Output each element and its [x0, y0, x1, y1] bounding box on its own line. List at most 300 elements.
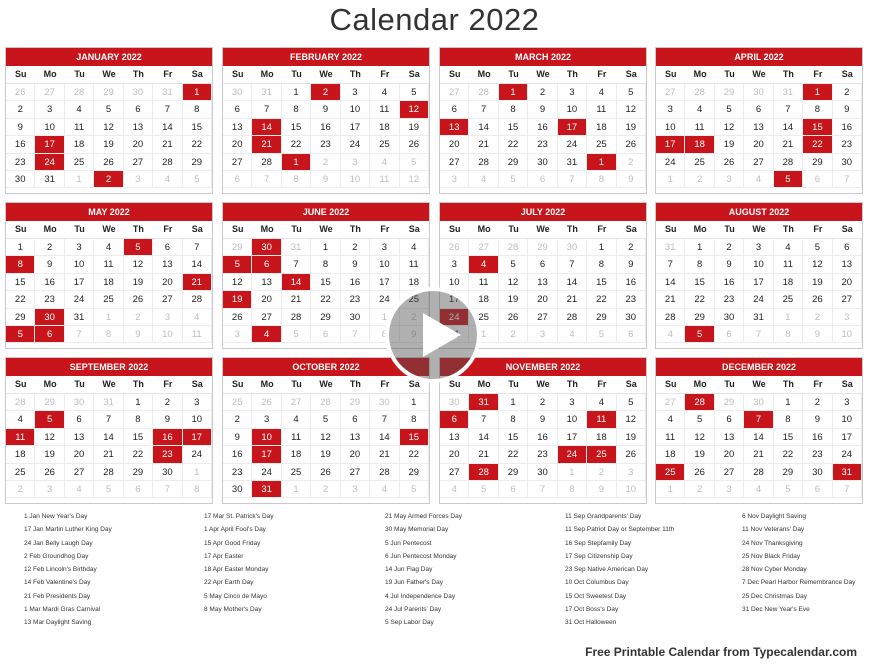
day-cell: 17: [744, 274, 773, 291]
day-cell: 8: [400, 411, 429, 428]
month-title: SEPTEMBER 2022: [6, 358, 212, 376]
day-cell: 23: [223, 464, 252, 481]
day-cell-adjacent: 5: [183, 171, 212, 188]
day-cell-holiday: 16: [153, 429, 182, 446]
day-cell: 14: [744, 429, 773, 446]
day-cell: 9: [341, 256, 370, 273]
day-cell: 13: [341, 429, 370, 446]
day-cell-holiday: 21: [183, 274, 212, 291]
day-cell: 30: [223, 481, 252, 498]
day-cell: 14: [774, 119, 803, 136]
day-cell-adjacent: 3: [124, 171, 153, 188]
weekday-header: Tu: [715, 376, 744, 394]
day-cell-adjacent: 28: [311, 394, 340, 411]
day-cell-adjacent: 1: [65, 171, 94, 188]
day-cell: 9: [528, 411, 557, 428]
day-cell-adjacent: 5: [469, 481, 498, 498]
weekday-header: Tu: [499, 376, 528, 394]
day-cell: 12: [223, 274, 252, 291]
day-cell-adjacent: 7: [833, 481, 862, 498]
day-cell-adjacent: 6: [617, 326, 646, 343]
day-cell-adjacent: 6: [223, 171, 252, 188]
month-calendar: [222, 47, 430, 194]
day-cell: 6: [440, 101, 469, 118]
weekday-header: Fr: [153, 66, 182, 84]
weekday-header: Tu: [65, 66, 94, 84]
day-cell: 10: [440, 274, 469, 291]
weekday-header: We: [94, 221, 123, 239]
day-cell: 13: [65, 429, 94, 446]
day-cell: 13: [153, 256, 182, 273]
weekday-header: We: [528, 221, 557, 239]
weekday-header: Su: [440, 66, 469, 84]
weekday-header: Mo: [35, 376, 64, 394]
day-cell-adjacent: 4: [744, 171, 773, 188]
day-cell-adjacent: 8: [282, 171, 311, 188]
holiday-item: 1 Apr April Fool's Day: [204, 526, 266, 534]
month-title: JANUARY 2022: [6, 48, 212, 66]
day-cell: 3: [558, 394, 587, 411]
day-cell-adjacent: 7: [558, 171, 587, 188]
weekday-header: Tu: [715, 221, 744, 239]
day-cell: 25: [685, 154, 714, 171]
day-cell: 10: [183, 411, 212, 428]
weekday-header: Tu: [282, 376, 311, 394]
day-cell: 17: [370, 274, 399, 291]
day-cell-adjacent: 25: [223, 394, 252, 411]
day-cell-adjacent: 1: [282, 481, 311, 498]
holiday-item: 18 Apr Easter Monday: [204, 566, 269, 574]
day-cell: 8: [124, 411, 153, 428]
holiday-list: [742, 510, 855, 616]
day-cell-adjacent: 5: [499, 171, 528, 188]
day-cell: 12: [617, 101, 646, 118]
day-cell: 21: [469, 136, 498, 153]
day-cell-adjacent: 4: [183, 309, 212, 326]
weekday-header: Fr: [803, 66, 832, 84]
day-cell: 2: [153, 394, 182, 411]
day-cell: 11: [469, 274, 498, 291]
day-cell: 3: [183, 394, 212, 411]
day-cell: 15: [311, 274, 340, 291]
day-cell: 13: [833, 256, 862, 273]
day-cell: 3: [656, 101, 685, 118]
day-cell-adjacent: 4: [153, 171, 182, 188]
day-cell: 5: [311, 411, 340, 428]
day-cell: 23: [528, 446, 557, 463]
holiday-item: 17 Jan Martin Luther King Day: [24, 526, 112, 534]
day-cell: 19: [715, 136, 744, 153]
day-cell-adjacent: 1: [774, 309, 803, 326]
day-cell: 14: [94, 429, 123, 446]
day-cell-holiday: 5: [223, 256, 252, 273]
day-cell: 7: [94, 411, 123, 428]
day-cell-holiday: 1: [183, 84, 212, 101]
weekday-header: Sa: [833, 66, 862, 84]
day-cell: 4: [587, 394, 616, 411]
day-cell: 10: [341, 101, 370, 118]
day-cell: 28: [153, 154, 182, 171]
day-cell: 1: [774, 394, 803, 411]
day-cell: 14: [183, 256, 212, 273]
day-cell: 1: [400, 394, 429, 411]
day-cell-holiday: 5: [35, 411, 64, 428]
day-cell: 5: [685, 411, 714, 428]
day-cell-holiday: 7: [744, 411, 773, 428]
day-cell-adjacent: 1: [656, 171, 685, 188]
day-cell: 24: [252, 464, 281, 481]
day-cell: 17: [558, 429, 587, 446]
day-cell: 25: [370, 136, 399, 153]
day-cell-adjacent: 4: [252, 326, 281, 343]
day-cell: 6: [153, 239, 182, 256]
day-cell: 9: [715, 256, 744, 273]
day-cell-adjacent: 10: [341, 171, 370, 188]
day-cell: 28: [282, 309, 311, 326]
day-cell-adjacent: 27: [282, 394, 311, 411]
day-cell-holiday: 25: [587, 446, 616, 463]
day-cell: 16: [341, 274, 370, 291]
day-cell: 8: [282, 101, 311, 118]
day-cell-holiday: 2: [311, 84, 340, 101]
day-cell-adjacent: 4: [370, 154, 399, 171]
day-cell-adjacent: 6: [528, 171, 557, 188]
day-cell-holiday: 1: [499, 84, 528, 101]
play-button[interactable]: [385, 287, 481, 383]
weekday-header: Sa: [400, 221, 429, 239]
day-cell: 26: [223, 309, 252, 326]
day-cell: 7: [774, 101, 803, 118]
day-cell: 16: [35, 274, 64, 291]
day-cell-adjacent: 9: [803, 326, 832, 343]
day-cell-adjacent: 3: [35, 481, 64, 498]
weekday-header: We: [528, 66, 557, 84]
day-cell-adjacent: 6: [803, 481, 832, 498]
day-cell: 25: [6, 464, 35, 481]
day-cell: 19: [124, 274, 153, 291]
day-cell: 15: [6, 274, 35, 291]
day-cell: 9: [153, 411, 182, 428]
day-cell-adjacent: 2: [685, 481, 714, 498]
day-cell: 11: [587, 101, 616, 118]
day-cell: 20: [744, 136, 773, 153]
day-cell: 28: [656, 309, 685, 326]
day-cell-adjacent: 7: [65, 326, 94, 343]
day-cell: 29: [311, 309, 340, 326]
weekday-header: Su: [656, 221, 685, 239]
day-cell: 21: [469, 446, 498, 463]
day-cell-adjacent: 1: [656, 481, 685, 498]
day-cell: 15: [183, 119, 212, 136]
day-cell-adjacent: 30: [744, 84, 773, 101]
day-cell: 7: [252, 101, 281, 118]
day-cell: 13: [223, 119, 252, 136]
day-cell: 12: [35, 429, 64, 446]
weekday-header: We: [94, 376, 123, 394]
weekday-header: Th: [558, 376, 587, 394]
month-title: DECEMBER 2022: [656, 358, 862, 376]
weekday-header: Mo: [252, 376, 281, 394]
day-cell-adjacent: 31: [153, 84, 182, 101]
day-cell-holiday: 14: [252, 119, 281, 136]
day-cell: 21: [370, 446, 399, 463]
holiday-item: 1 Mar Mardi Gras Carnival: [24, 606, 101, 614]
day-cell-adjacent: 27: [440, 84, 469, 101]
day-cell: 28: [94, 464, 123, 481]
day-cell: 21: [558, 291, 587, 308]
month-calendar: [5, 47, 213, 194]
day-cell-adjacent: 7: [833, 171, 862, 188]
day-cell: 4: [94, 239, 123, 256]
day-cell-adjacent: 30: [65, 394, 94, 411]
day-cell-adjacent: 5: [587, 326, 616, 343]
day-cell: 11: [370, 101, 399, 118]
day-cell: 31: [35, 171, 64, 188]
day-cell: 15: [124, 429, 153, 446]
day-cell: 21: [153, 136, 182, 153]
day-cell: 18: [400, 274, 429, 291]
day-cell: 29: [587, 309, 616, 326]
day-cell: 5: [499, 256, 528, 273]
month-title: AUGUST 2022: [656, 203, 862, 221]
holiday-item: 17 Apr Easter: [204, 552, 244, 560]
day-cell: 25: [774, 291, 803, 308]
holiday-item: 15 Oct Sweetest Day: [565, 592, 627, 600]
day-cell: 28: [252, 154, 281, 171]
day-cell-holiday: 17: [183, 429, 212, 446]
day-cell: 21: [94, 446, 123, 463]
day-cell-adjacent: 6: [35, 326, 64, 343]
day-cell: 10: [558, 101, 587, 118]
month-calendar: [655, 202, 863, 349]
day-cell-adjacent: 9: [311, 171, 340, 188]
day-cell-adjacent: 31: [469, 394, 498, 411]
day-cell: 26: [35, 464, 64, 481]
day-cell-holiday: 5: [124, 239, 153, 256]
holiday-item: 10 Oct Columbus Day: [565, 579, 629, 587]
day-cell: 27: [744, 154, 773, 171]
day-cell-adjacent: 4: [656, 326, 685, 343]
day-cell-adjacent: 29: [223, 239, 252, 256]
day-cell-adjacent: 29: [341, 394, 370, 411]
day-cell-adjacent: 8: [558, 481, 587, 498]
day-cell: 19: [685, 446, 714, 463]
day-cell: 24: [833, 446, 862, 463]
weekday-header: Sa: [183, 221, 212, 239]
day-cell: 22: [774, 446, 803, 463]
day-cell: 6: [341, 411, 370, 428]
weekday-header: Fr: [370, 221, 399, 239]
day-cell-adjacent: 27: [469, 239, 498, 256]
day-cell: 12: [715, 119, 744, 136]
day-cell-adjacent: 6: [311, 326, 340, 343]
day-cell: 26: [311, 464, 340, 481]
day-cell-adjacent: 11: [183, 326, 212, 343]
day-cell: 12: [124, 256, 153, 273]
day-cell: 31: [558, 154, 587, 171]
day-cell: 1: [311, 239, 340, 256]
day-cell: 30: [715, 309, 744, 326]
day-cell: 13: [252, 274, 281, 291]
holiday-item: 24 Nov Thanksgiving: [742, 539, 803, 547]
weekday-header: Tu: [65, 376, 94, 394]
weekday-header: Th: [774, 221, 803, 239]
month-calendar: [5, 357, 213, 504]
day-cell: 15: [499, 119, 528, 136]
holiday-item: 17 Sep Citizenship Day: [565, 552, 633, 560]
day-cell-adjacent: 9: [400, 326, 429, 343]
day-cell: 7: [183, 239, 212, 256]
day-cell-holiday: 4: [469, 256, 498, 273]
day-cell: 2: [617, 239, 646, 256]
day-cell: 4: [370, 84, 399, 101]
day-cell-adjacent: 8: [774, 326, 803, 343]
day-cell-adjacent: 30: [558, 239, 587, 256]
day-cell: 29: [499, 464, 528, 481]
day-cell: 3: [440, 256, 469, 273]
day-cell: 28: [558, 309, 587, 326]
day-cell: 17: [341, 119, 370, 136]
day-cell: 17: [440, 291, 469, 308]
day-cell-holiday: 17: [558, 119, 587, 136]
month-title: MARCH 2022: [440, 48, 646, 66]
day-cell: 29: [803, 154, 832, 171]
weekday-header: Tu: [282, 66, 311, 84]
day-cell: 26: [124, 291, 153, 308]
weekday-header: Mo: [469, 66, 498, 84]
weekday-header: We: [744, 376, 773, 394]
day-cell: 1: [587, 239, 616, 256]
day-cell: 16: [833, 119, 862, 136]
day-cell: 20: [65, 446, 94, 463]
holiday-item: 11 Nov Veterans' Day: [742, 526, 805, 534]
day-cell-adjacent: 26: [252, 394, 281, 411]
month-calendar: [5, 202, 213, 349]
day-cell: 2: [833, 84, 862, 101]
holiday-list: [204, 510, 274, 616]
month-title: JUNE 2022: [223, 203, 429, 221]
day-cell: 18: [774, 274, 803, 291]
day-cell: 22: [124, 446, 153, 463]
weekday-header: Mo: [35, 221, 64, 239]
day-cell-adjacent: 7: [341, 326, 370, 343]
day-cell: 23: [617, 291, 646, 308]
day-cell: 8: [587, 256, 616, 273]
day-cell-adjacent: 30: [223, 84, 252, 101]
day-cell: 29: [685, 309, 714, 326]
day-cell: 7: [656, 256, 685, 273]
holiday-item: 6 Nov Daylight Saving: [742, 513, 806, 520]
day-cell-holiday: 17: [35, 136, 64, 153]
day-cell: 19: [311, 446, 340, 463]
day-cell: 28: [469, 154, 498, 171]
day-cell-holiday: 31: [833, 464, 862, 481]
day-cell: 2: [528, 84, 557, 101]
day-cell: 9: [223, 429, 252, 446]
day-cell-adjacent: 4: [744, 481, 773, 498]
day-cell: 9: [833, 101, 862, 118]
day-cell: 5: [715, 101, 744, 118]
day-cell-adjacent: 26: [440, 239, 469, 256]
day-cell: 25: [400, 291, 429, 308]
day-cell: 18: [94, 274, 123, 291]
day-cell-adjacent: 3: [223, 326, 252, 343]
holiday-item: 21 Feb Presidents Day: [24, 592, 91, 600]
day-cell: 20: [833, 274, 862, 291]
month-title: FEBRUARY 2022: [223, 48, 429, 66]
day-cell: 20: [153, 274, 182, 291]
day-cell-adjacent: 2: [617, 154, 646, 171]
day-cell: 11: [94, 256, 123, 273]
day-cell: 27: [153, 291, 182, 308]
day-cell-adjacent: 3: [440, 171, 469, 188]
day-cell-holiday: 8: [6, 256, 35, 273]
day-cell-holiday: 24: [440, 309, 469, 326]
day-cell-adjacent: 3: [153, 309, 182, 326]
day-cell: 17: [65, 274, 94, 291]
weekday-header: Th: [124, 376, 153, 394]
day-cell-adjacent: 5: [400, 481, 429, 498]
day-cell: 23: [341, 291, 370, 308]
day-cell-adjacent: 8: [94, 326, 123, 343]
day-cell: 6: [744, 101, 773, 118]
day-cell: 21: [282, 291, 311, 308]
day-cell-adjacent: 28: [6, 394, 35, 411]
weekday-header: Fr: [153, 376, 182, 394]
weekday-header: Sa: [183, 376, 212, 394]
holiday-item: 31 Oct Halloween: [565, 619, 617, 627]
weekday-header: Sa: [833, 376, 862, 394]
holiday-list: [24, 510, 112, 630]
day-cell: 27: [528, 309, 557, 326]
day-cell: 7: [153, 101, 182, 118]
holiday-item: 24 Jul Parents' Day: [385, 606, 442, 614]
day-cell: 9: [311, 101, 340, 118]
day-cell: 29: [124, 464, 153, 481]
weekday-header: Fr: [370, 376, 399, 394]
day-cell-adjacent: 28: [499, 239, 528, 256]
day-cell: 11: [400, 256, 429, 273]
day-cell-adjacent: 2: [311, 481, 340, 498]
day-cell: 3: [35, 101, 64, 118]
day-cell: 25: [94, 291, 123, 308]
day-cell-adjacent: 10: [617, 481, 646, 498]
weekday-header: Tu: [499, 221, 528, 239]
holiday-list: [565, 510, 674, 630]
day-cell-adjacent: 4: [65, 481, 94, 498]
day-cell-holiday: 13: [440, 119, 469, 136]
day-cell-adjacent: 2: [124, 309, 153, 326]
day-cell: 11: [656, 429, 685, 446]
day-cell: 28: [183, 291, 212, 308]
weekday-header: Fr: [803, 221, 832, 239]
day-cell-adjacent: 30: [370, 394, 399, 411]
day-cell: 10: [370, 256, 399, 273]
holiday-item: 6 Jun Pentecost Monday: [385, 552, 457, 560]
weekday-header: Mo: [252, 221, 281, 239]
day-cell: 7: [370, 411, 399, 428]
day-cell-adjacent: 5: [774, 481, 803, 498]
day-cell: 10: [656, 119, 685, 136]
day-cell: 27: [715, 464, 744, 481]
weekday-header: Th: [341, 221, 370, 239]
day-cell: 4: [65, 101, 94, 118]
weekday-header: Fr: [803, 376, 832, 394]
month-title: NOVEMBER 2022: [440, 358, 646, 376]
weekday-header: Mo: [35, 66, 64, 84]
weekday-header: Tu: [499, 66, 528, 84]
day-cell: 11: [65, 119, 94, 136]
